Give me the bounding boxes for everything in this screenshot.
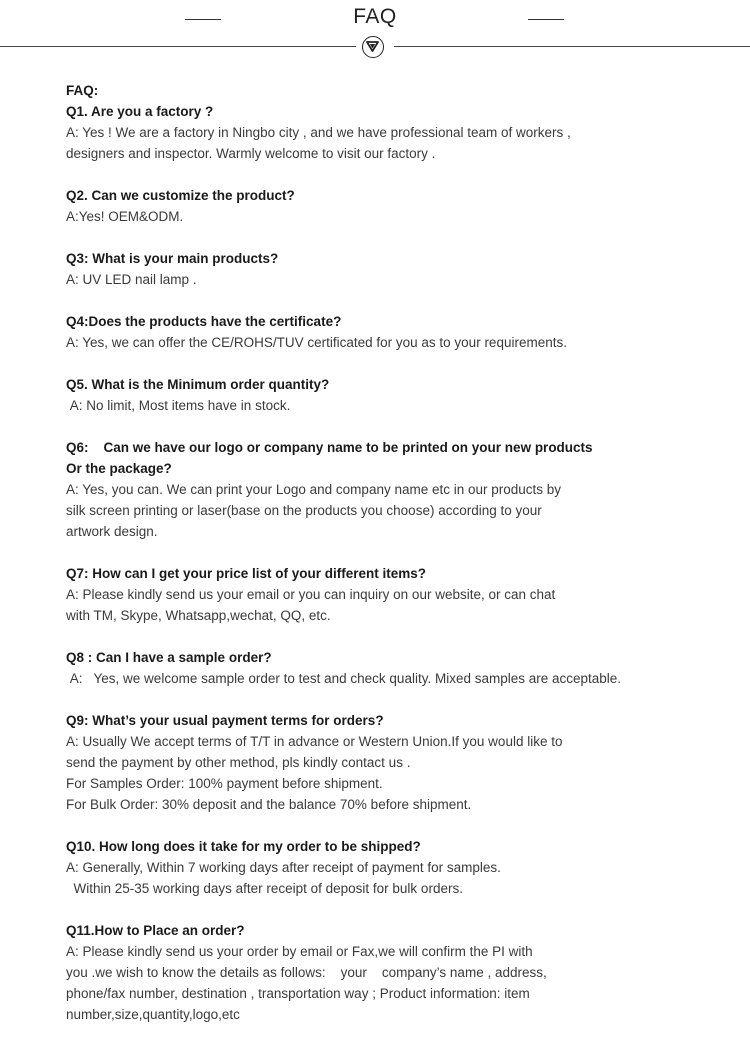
faq-item <box>66 710 706 815</box>
faq-spacer <box>66 164 706 185</box>
page-title: FAQ <box>353 5 397 28</box>
faq-question: Q11.How to Place an order? <box>66 923 245 938</box>
faq-answer-line: A: Please kindly send us your email or you can inquiry on our website, or can chat <box>66 587 556 602</box>
faq-answer-line: A: Please kindly send us your order by email or Fax,we will confirm the PI with <box>66 944 533 959</box>
faq-item <box>66 836 706 899</box>
faq-heading: FAQ: <box>66 83 99 98</box>
faq-answer-line: A: No limit, Most items have in stock. <box>66 398 291 413</box>
faq-question: Q10. How long does it take for my order to be shipped? <box>66 839 421 854</box>
faq-answer-line: For Samples Order: 100% payment before shipment. <box>66 776 383 791</box>
faq-list <box>66 80 706 1025</box>
faq-item <box>66 563 706 626</box>
faq-item <box>66 920 706 1025</box>
faq-spacer <box>66 626 706 647</box>
faq-header <box>0 0 750 70</box>
faq-item <box>66 101 706 164</box>
faq-spacer <box>66 689 706 710</box>
faq-spacer <box>66 815 706 836</box>
faq-answer-line: A:Yes! OEM&ODM. <box>66 209 184 224</box>
faq-spacer <box>66 416 706 437</box>
faq-question: Q3: What is your main products? <box>66 251 279 266</box>
faq-answer-line: send the payment by other method, pls kindly contact us . <box>66 755 411 770</box>
faq-answer-line: A: Yes, you can. We can print your Logo and company name etc in our products by <box>66 482 562 497</box>
faq-answer-line: A: Yes, we can offer the CE/ROHS/TUV certificated for you as to your requirements. <box>66 335 567 350</box>
faq-spacer <box>66 899 706 920</box>
faq-question: Q2. Can we customize the product? <box>66 188 295 203</box>
faq-answer-line: artwork design. <box>66 524 158 539</box>
faq-answer-line: you .we wish to know the details as follows: your company’s name , address, <box>66 965 547 980</box>
faq-item <box>66 437 706 542</box>
faq-answer-line: designers and inspector. Warmly welcome to visit our factory . <box>66 146 436 161</box>
title-divider-right <box>528 19 564 20</box>
faq-item <box>66 374 706 416</box>
faq-question: Q5. What is the Minimum order quantity? <box>66 377 330 392</box>
faq-answer-line: silk screen printing or laser(base on the products you choose) according to your <box>66 503 542 518</box>
chevron-down-circle-icon <box>362 36 384 58</box>
faq-item <box>66 647 706 689</box>
faq-answer-line: with TM, Skype, Whatsapp,wechat, QQ, etc. <box>66 608 331 623</box>
faq-spacer <box>66 353 706 374</box>
header-rule-right <box>394 46 750 47</box>
faq-answer-line: A: Generally, Within 7 working days after receipt of payment for samples. <box>66 860 501 875</box>
faq-answer-line: For Bulk Order: 30% deposit and the balance 70% before shipment. <box>66 797 472 812</box>
faq-question: Q9: What’s your usual payment terms for orders? <box>66 713 384 728</box>
faq-spacer <box>66 542 706 563</box>
faq-item <box>66 311 706 353</box>
faq-answer-line: A: Usually We accept terms of T/T in advance or Western Union.If you would like to <box>66 734 563 749</box>
faq-question: Q6: Can we have our logo or company name to be printed on your new products Or the package? <box>66 440 593 476</box>
faq-item <box>66 248 706 290</box>
faq-answer-line: A: UV LED nail lamp . <box>66 272 197 287</box>
faq-question: Q8 : Can I have a sample order? <box>66 650 272 665</box>
faq-spacer <box>66 290 706 311</box>
faq-spacer <box>66 227 706 248</box>
faq-question: Q4:Does the products have the certificate? <box>66 314 342 329</box>
faq-answer-line: A: Yes ! We are a factory in Ningbo city , and we have professional team of workers , <box>66 125 571 140</box>
faq-answer-line: phone/fax number, destination , transportation way ; Product information: item <box>66 986 530 1001</box>
faq-question: Q1. Are you a factory ? <box>66 104 214 119</box>
faq-item <box>66 185 706 227</box>
faq-question: Q7: How can I get your price list of your different items? <box>66 566 427 581</box>
header-rule-left <box>0 46 356 47</box>
faq-answer-line: Within 25-35 working days after receipt of deposit for bulk orders. <box>66 881 463 896</box>
faq-answer-line: A: Yes, we welcome sample order to test and check quality. Mixed samples are acceptable. <box>66 671 622 686</box>
faq-answer-line: number,size,quantity,logo,etc <box>66 1007 240 1022</box>
